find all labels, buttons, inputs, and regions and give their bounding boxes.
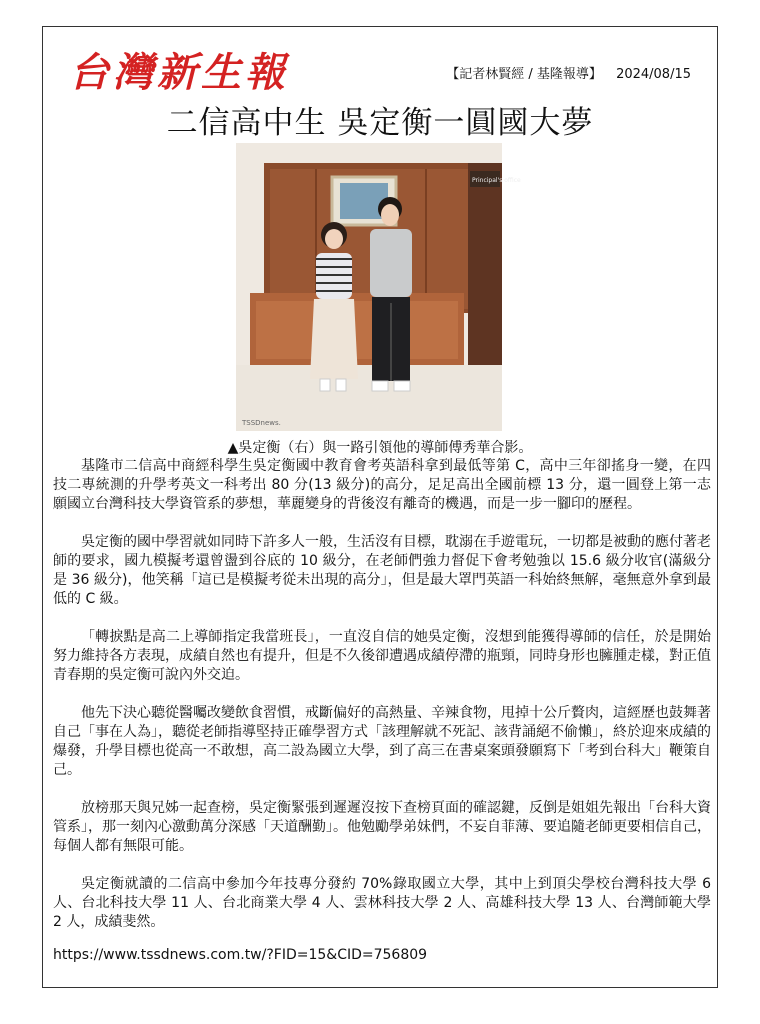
source-url: https://www.tssdnews.com.tw/?FID=15&CID=756809 bbox=[53, 947, 428, 963]
newspaper-masthead-logo: 台灣新生報 bbox=[69, 49, 289, 96]
article-paragraph: 放榜那天與兄姊一起查榜，吳定衡緊張到遲遲沒按下查榜頁面的確認鍵，反倒是姐姐先報出「台科大資管系」，那一刻內心激動萬分深感「天道酬勤」。他勉勵學弟妹們，不妄自菲薄、要追隨老師更要相信自己，每個人都有無限可能。 bbox=[53, 800, 711, 854]
office-sign: Principal's office bbox=[472, 177, 521, 184]
headline: 二信高中生 吳定衡一圓國大夢 bbox=[166, 105, 594, 141]
article-paragraph: 他先下決心聽從醫囑改變飲食習慣，戒斷偏好的高熱量、辛辣食物，甩掉十公斤贅肉，這經歷也鼓舞著自己「事在人為」，聽從老師指導堅持正確學習方式「該理解就不死記、該背誦絕不偷懶」，終於迎來成績的爆發，升學目標也從高一不敢想，高二設為國立大學，到了高三在書桌案頭發願寫下「考到台科大」鞭策自己。 bbox=[53, 705, 711, 778]
news-photo bbox=[236, 143, 521, 431]
photo-illustration bbox=[236, 143, 521, 431]
photo-watermark: TSSDnews. bbox=[242, 419, 281, 427]
article-paragraph: 吳定衡就讀的二信高中參加今年技專分發約 70%錄取國立大學，其中上到頂尖學校台灣科技大學 6 人、台北科技大學 11 人、台北商業大學 4 人、雲林科技大學 2 人、高雄科技大學 13 人、台灣師範大學 2 人，成績斐然。 bbox=[53, 876, 711, 930]
article-paragraph: 「轉捩點是高二上導師指定我當班長」，一直沒自信的她吳定衡，沒想到能獲得導師的信任，於是開始努力維持各方表現，成績自然也有提升，但是不久後卻遭遇成績停滯的瓶頸，同時身形也臃腫走樣，對正值青春期的吳定衡可說內外交迫。 bbox=[53, 629, 711, 683]
byline bbox=[446, 63, 691, 82]
photo-caption: ▲吳定衡（右）與一路引領他的導師傅秀華合影。 bbox=[227, 440, 533, 456]
news-clipping bbox=[42, 26, 718, 988]
publish-date: 2024/08/15 bbox=[616, 67, 691, 82]
article-body bbox=[53, 457, 711, 951]
article-paragraph: 吳定衡的國中學習就如同時下許多人一般，生活沒有目標，耽溺在手遊電玩，一切都是被動的應付著老師的要求，國九模擬考還曾盪到谷底的 10 級分，在老師們強力督促下會考勉強以 15.6 級分收官(滿級分是 36 級分)，他笑稱「這已是模擬考從未出現的高分」，但是最大罩門英語一科始終無解，毫無意外拿到最低的 C 級。 bbox=[53, 534, 711, 607]
article-paragraph: 基隆市二信高中商經科學生吳定衡國中教育會考英語科拿到最低等第 C，高中三年卻搖身一變，在四技二專統測的升學考英文一科考出 80 分(13 級分)的高分，足足高出全國前標 13 分，還一圓登上第一志願國立台灣科技大學資管系的夢想，華麗變身的背後沒有離奇的機遇，而是一步一腳印的歷程。 bbox=[53, 458, 711, 512]
reporter-credit: 【記者林賢經 / 基隆報導】 bbox=[446, 67, 602, 82]
